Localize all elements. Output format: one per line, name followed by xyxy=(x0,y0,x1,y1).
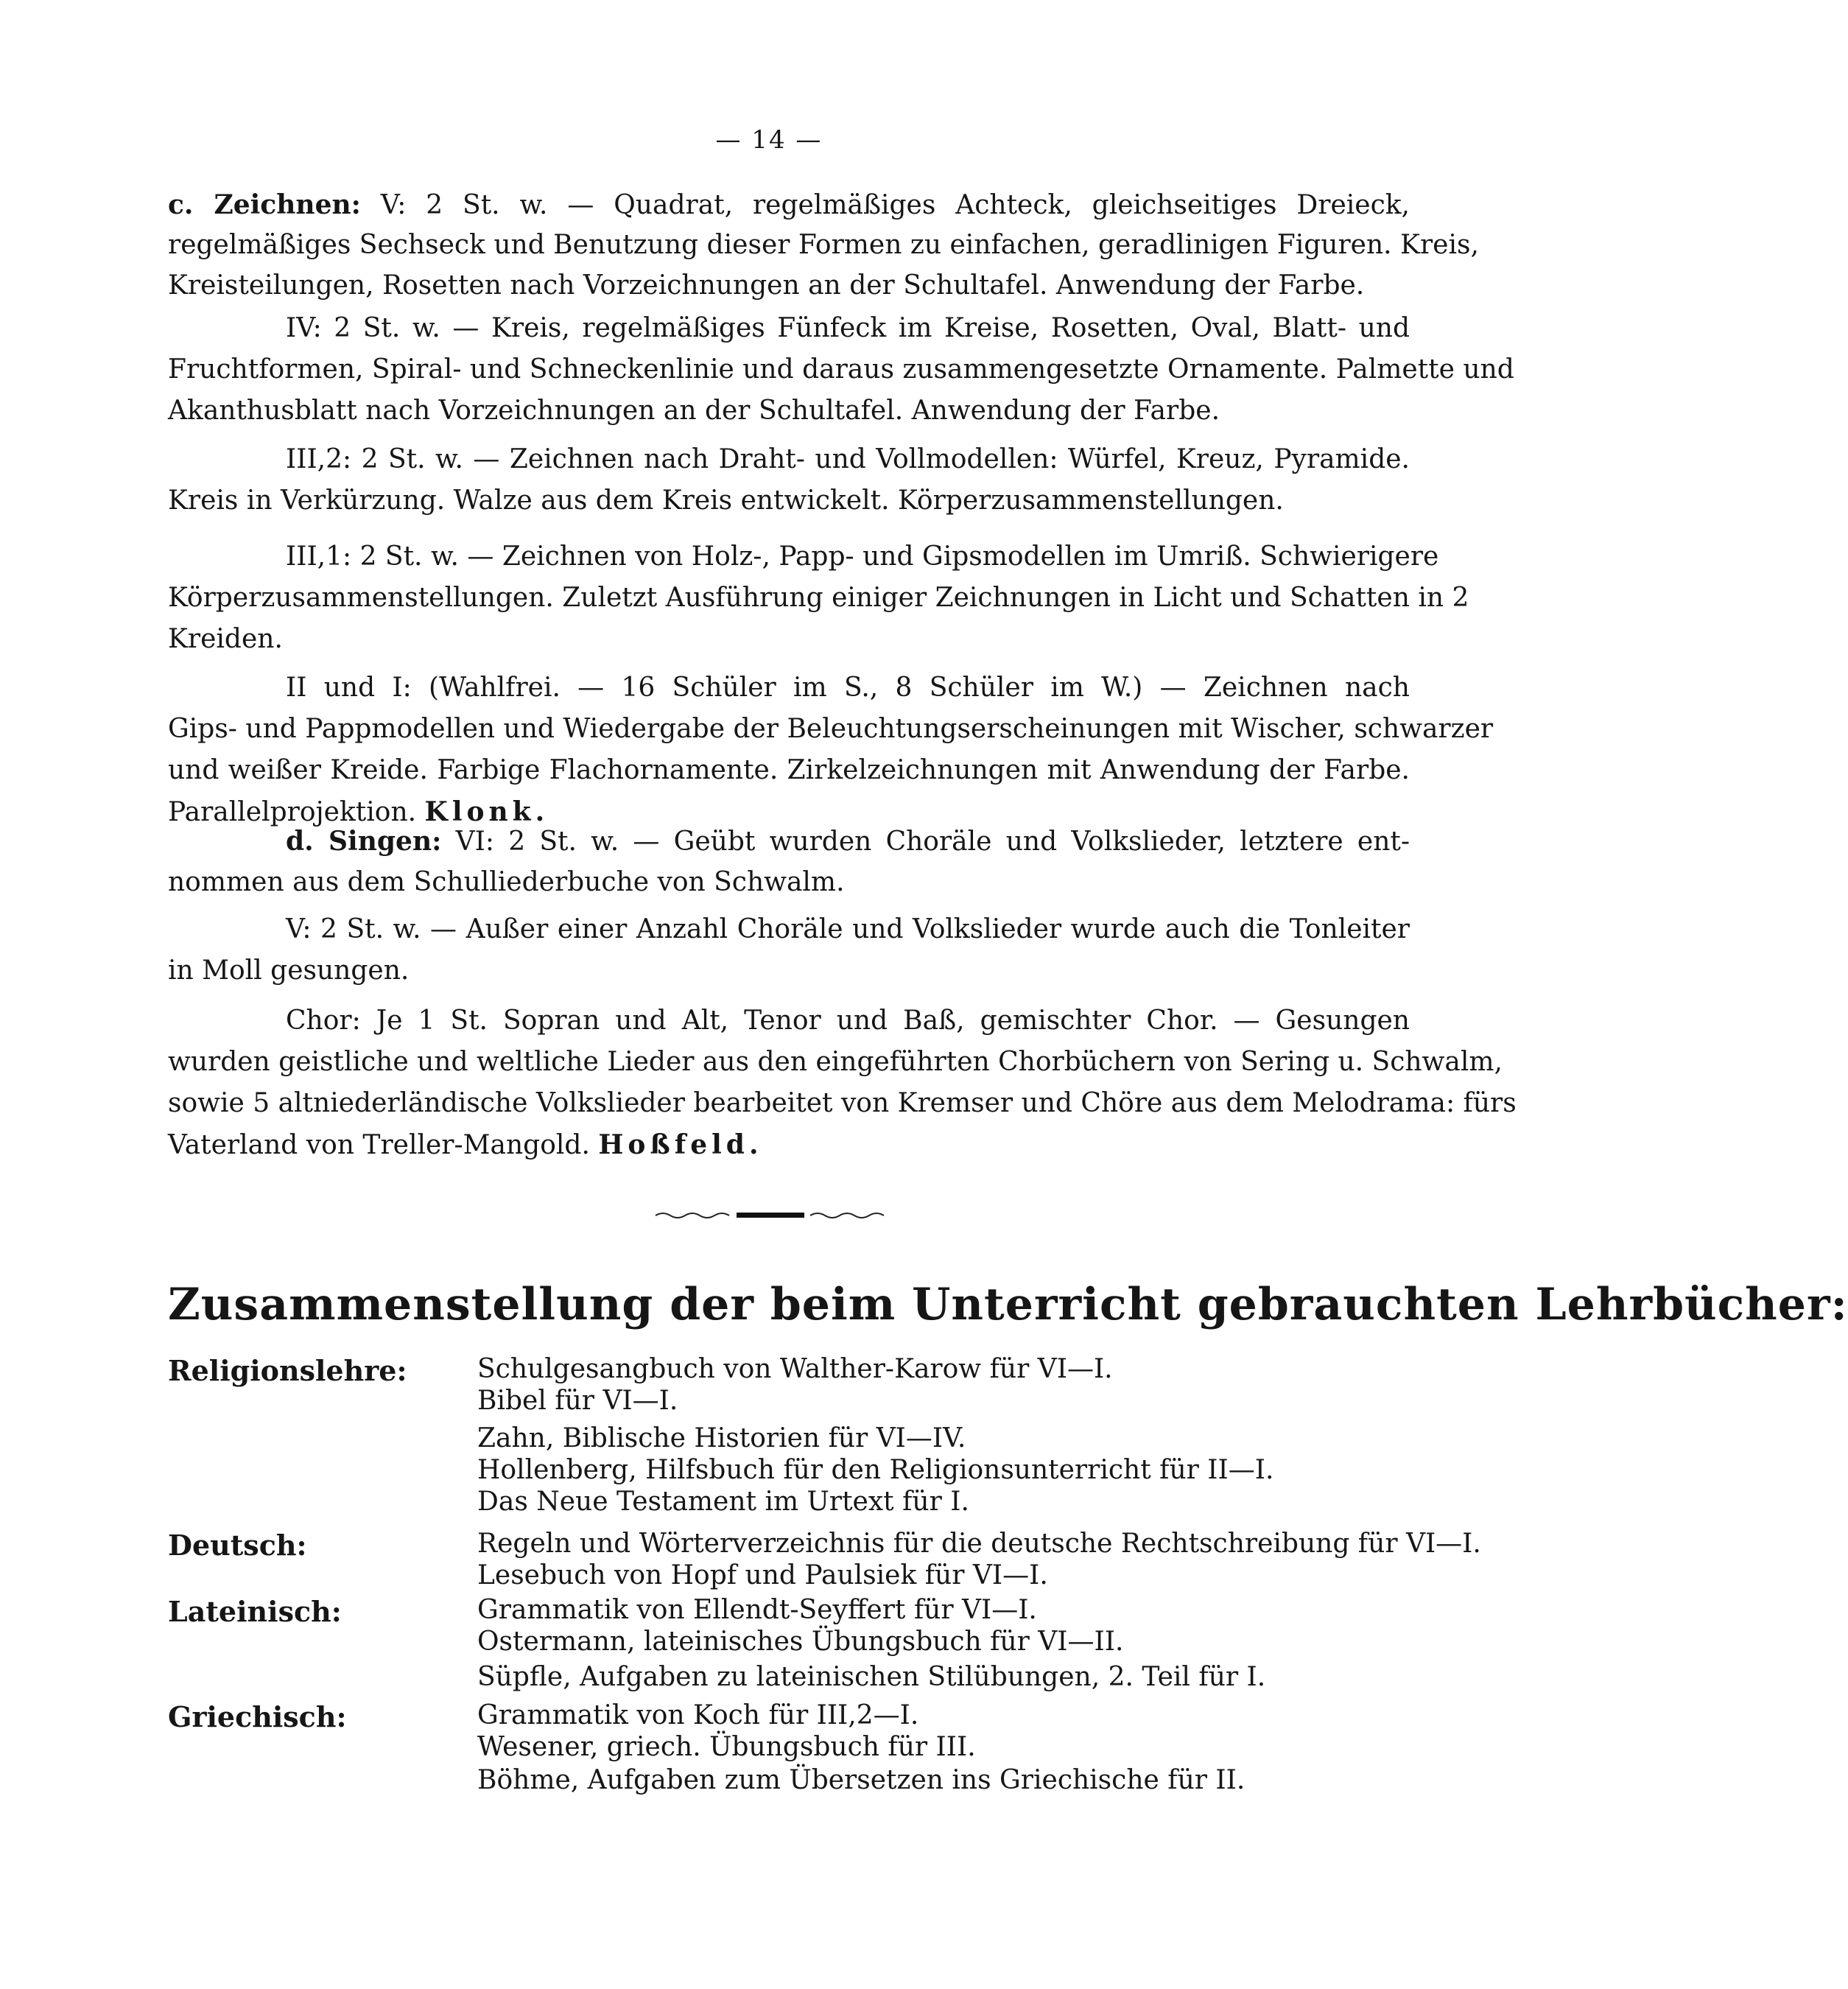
book-item: Regeln und Wörterverzeichnis für die deutsche Rechtschreibung für VI—I. xyxy=(477,1529,1481,1559)
book-item: Hollenberg, Hilfsbuch für den Religionsunterricht für II—I. xyxy=(477,1455,1274,1485)
singen-label: d. Singen: xyxy=(286,826,442,857)
subject-religionslehre: Religionslehre: xyxy=(168,1354,407,1387)
singen-line-2: V: 2 St. w. — Außer einer Anzahl Choräle und Volkslieder wurde auch die Tonleiter xyxy=(286,914,1410,944)
zeichnen-line-4: Fruchtformen, Spiral- und Schneckenlinie und daraus zusammengesetzte Ornamente. Palmette und xyxy=(168,354,1514,385)
zeichnen-line-9: Körperzusammenstellungen. Zuletzt Ausführung einiger Zeichnungen in Licht und Schatten in 2 xyxy=(168,583,1469,613)
zeichnen-line-8: III,1: 2 St. w. — Zeichnen von Holz-, Papp- und Gipsmodellen im Umriß. Schwierigere xyxy=(286,541,1439,572)
zeichnen-line-5: Akanthusblatt nach Vorzeichnungen an der Schultafel. Anwendung der Farbe. xyxy=(168,396,1220,426)
singen-line-6: sowie 5 altniederländische Volkslieder bearbeitet von Kremser und Chöre aus dem Melodrama: fürs xyxy=(168,1088,1517,1118)
page-number: — 14 — xyxy=(715,125,823,155)
zeichnen-line-12: Gips- und Pappmodellen und Wiedergabe der Beleuchtungserscheinungen mit Wischer, schwarzer xyxy=(168,714,1494,744)
book-item: Böhme, Aufgaben zum Übersetzen ins Griechische für II. xyxy=(477,1765,1246,1795)
zeichnen-signature: Klonk. xyxy=(424,796,549,827)
book-item: Schulgesangbuch von Walther-Karow für VI—I. xyxy=(477,1354,1113,1384)
singen-line-7: Vaterland von Treller-Mangold. Hoßfeld. xyxy=(168,1129,763,1160)
book-item: Lesebuch von Hopf und Paulsiek für VI—I. xyxy=(477,1560,1048,1590)
book-item: Wesener, griech. Übungsbuch für III. xyxy=(477,1732,976,1762)
ornament-divider xyxy=(656,1210,884,1220)
zeichnen-line-10: Kreiden. xyxy=(168,624,283,654)
zeichnen-line-14: Parallelprojektion. Klonk. xyxy=(168,796,549,827)
book-item: Bibel für VI—I. xyxy=(477,1386,678,1416)
book-item: Grammatik von Ellendt-Seyffert für VI—I. xyxy=(477,1595,1037,1625)
subject-lateinisch: Lateinisch: xyxy=(168,1595,342,1628)
zeichnen-line-1: regelmäßiges Sechseck und Benutzung dieser Formen zu einfachen, geradlinigen Figuren. Kreis, xyxy=(168,230,1479,260)
zeichnen-line-11: II und I: (Wahlfrei. — 16 Schüler im S., 8 Schüler im W.) — Zeichnen nach xyxy=(286,673,1410,703)
zeichnen-line-3: IV: 2 St. w. — Kreis, regelmäßiges Fünfeck im Kreise, Rosetten, Oval, Blatt- und xyxy=(286,313,1410,343)
singen-line-1: nommen aus dem Schulliederbuche von Schwalm. xyxy=(168,867,845,897)
singen-line-0: d. Singen: VI: 2 St. w. — Geübt wurden Choräle und Volkslieder, letztere ent- xyxy=(286,826,1410,857)
singen-line-3: in Moll gesungen. xyxy=(168,955,410,986)
subject-griechisch: Griechisch: xyxy=(168,1700,347,1733)
zeichnen-line-7: Kreis in Verkürzung. Walze aus dem Kreis entwickelt. Körperzusammenstellungen. xyxy=(168,485,1284,516)
singen-line-5: wurden geistliche und weltliche Lieder aus den eingeführten Chorbüchern von Sering u. Schwalm, xyxy=(168,1047,1503,1077)
book-item: Ostermann, lateinisches Übungsbuch für VI—II. xyxy=(477,1627,1124,1657)
book-item: Das Neue Testament im Urtext für I. xyxy=(477,1487,969,1517)
textbooks-heading: Zusammenstellung der beim Unterricht gebrauchten Lehrbücher: xyxy=(168,1279,1848,1330)
zeichnen-line-0: c. Zeichnen: V: 2 St. w. — Quadrat, regelmäßiges Achteck, gleichseitiges Dreieck, xyxy=(168,189,1410,220)
singen-line-4: Chor: Je 1 St. Sopran und Alt, Tenor und Baß, gemischter Chor. — Gesungen xyxy=(286,1006,1410,1036)
book-item: Süpfle, Aufgaben zu lateinischen Stilübungen, 2. Teil für I. xyxy=(477,1662,1266,1692)
book-item: Grammatik von Koch für III,2—I. xyxy=(477,1700,919,1730)
zeichnen-line-2: Kreisteilungen, Rosetten nach Vorzeichnungen an der Schultafel. Anwendung der Farbe. xyxy=(168,270,1365,301)
subject-deutsch: Deutsch: xyxy=(168,1529,307,1562)
book-item: Zahn, Biblische Historien für VI—IV. xyxy=(477,1423,966,1453)
zeichnen-line-13: und weißer Kreide. Farbige Flachornamente. Zirkelzeichnungen mit Anwendung der Farbe. xyxy=(168,755,1410,785)
singen-signature: Hoßfeld. xyxy=(598,1129,763,1160)
zeichnen-label: c. Zeichnen: xyxy=(168,189,361,220)
zeichnen-line-6: III,2: 2 St. w. — Zeichnen nach Draht- und Vollmodellen: Würfel, Kreuz, Pyramide. xyxy=(286,444,1410,474)
